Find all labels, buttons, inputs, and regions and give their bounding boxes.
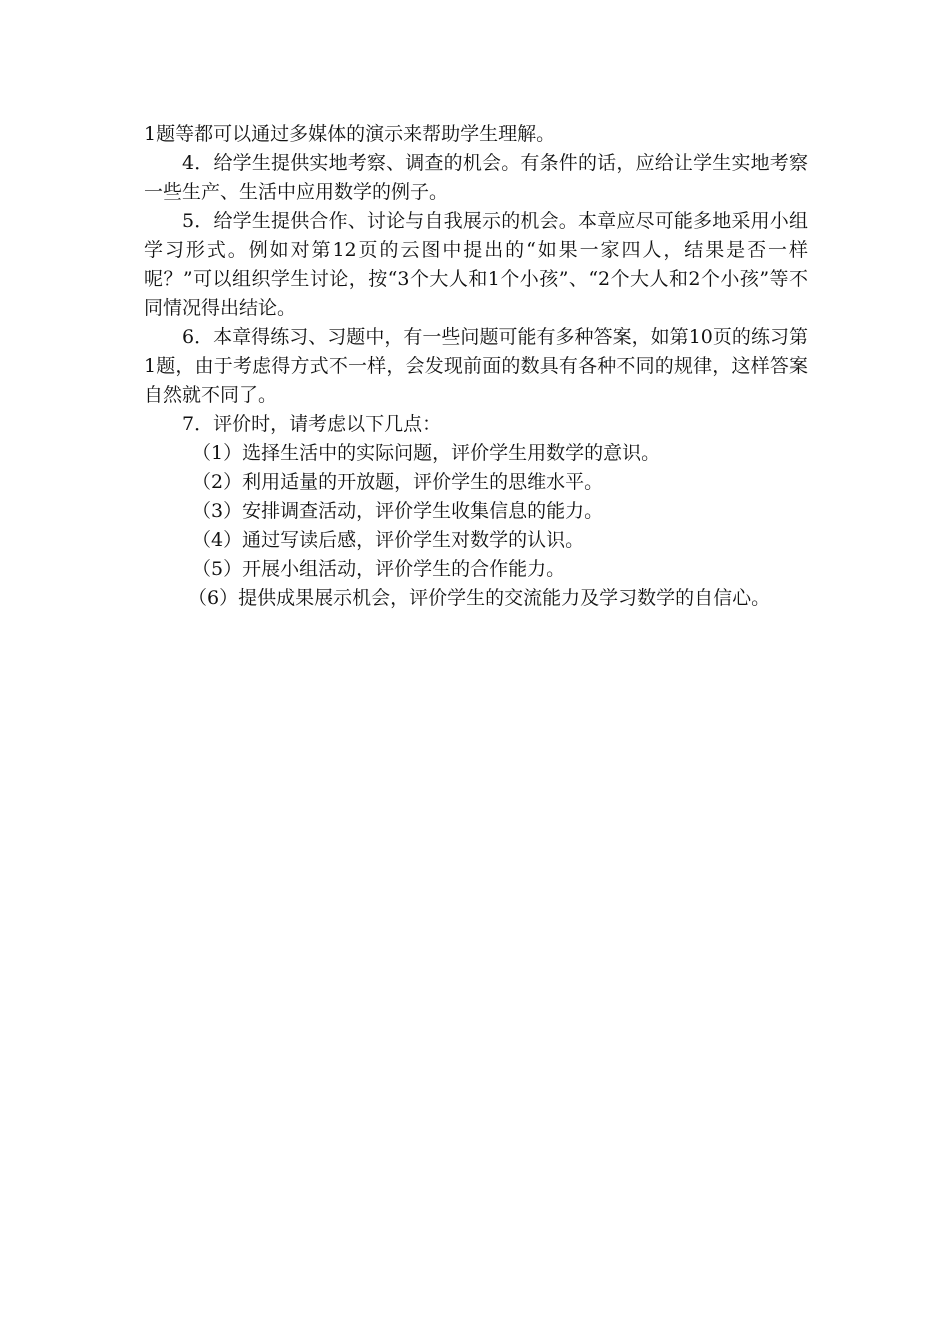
paragraph-continuation: 1题等都可以通过多媒体的演示来帮助学生理解。 <box>144 123 556 145</box>
paragraph-item-6: 6．本章得练习、习题中，有一些问题可能有多种答案，如第10页的练习第1题，由于考虑得方式不一样，会发现前面的数具有各种不同的规律，这样答案自然就不同了。 <box>144 326 808 406</box>
evaluation-point-5: （5）开展小组活动，评价学生的合作能力。 <box>192 558 566 580</box>
evaluation-point-6: （6）提供成果展示机会，评价学生的交流能力及学习数学的自信心。 <box>188 587 771 609</box>
paragraph-item-5: 5．给学生提供合作、讨论与自我展示的机会。本章应尽可能多地采用小组学习形式。例如对第12页的云图中提出的“如果一家四人，结果是否一样呢？”可以组织学生讨论，按“3个大人和1个小孩”、“2个大人和2个小孩”等不同情况得出结论。 <box>144 210 808 319</box>
evaluation-point-4: （4）通过写读后感，评价学生对数学的认识。 <box>192 529 585 551</box>
paragraph-item-7: 7．评价时，请考虑以下几点： <box>182 413 442 435</box>
evaluation-point-1: （1）选择生活中的实际问题，评价学生用数学的意识。 <box>192 442 661 464</box>
paragraph-item-4: 4．给学生提供实地考察、调查的机会。有条件的话，应给让学生实地考察一些生产、生活中应用数学的例子。 <box>144 152 808 203</box>
evaluation-point-2: （2）利用适量的开放题，评价学生的思维水平。 <box>192 471 604 493</box>
evaluation-point-3: （3）安排调查活动，评价学生收集信息的能力。 <box>192 500 604 522</box>
document-body <box>144 120 808 613</box>
